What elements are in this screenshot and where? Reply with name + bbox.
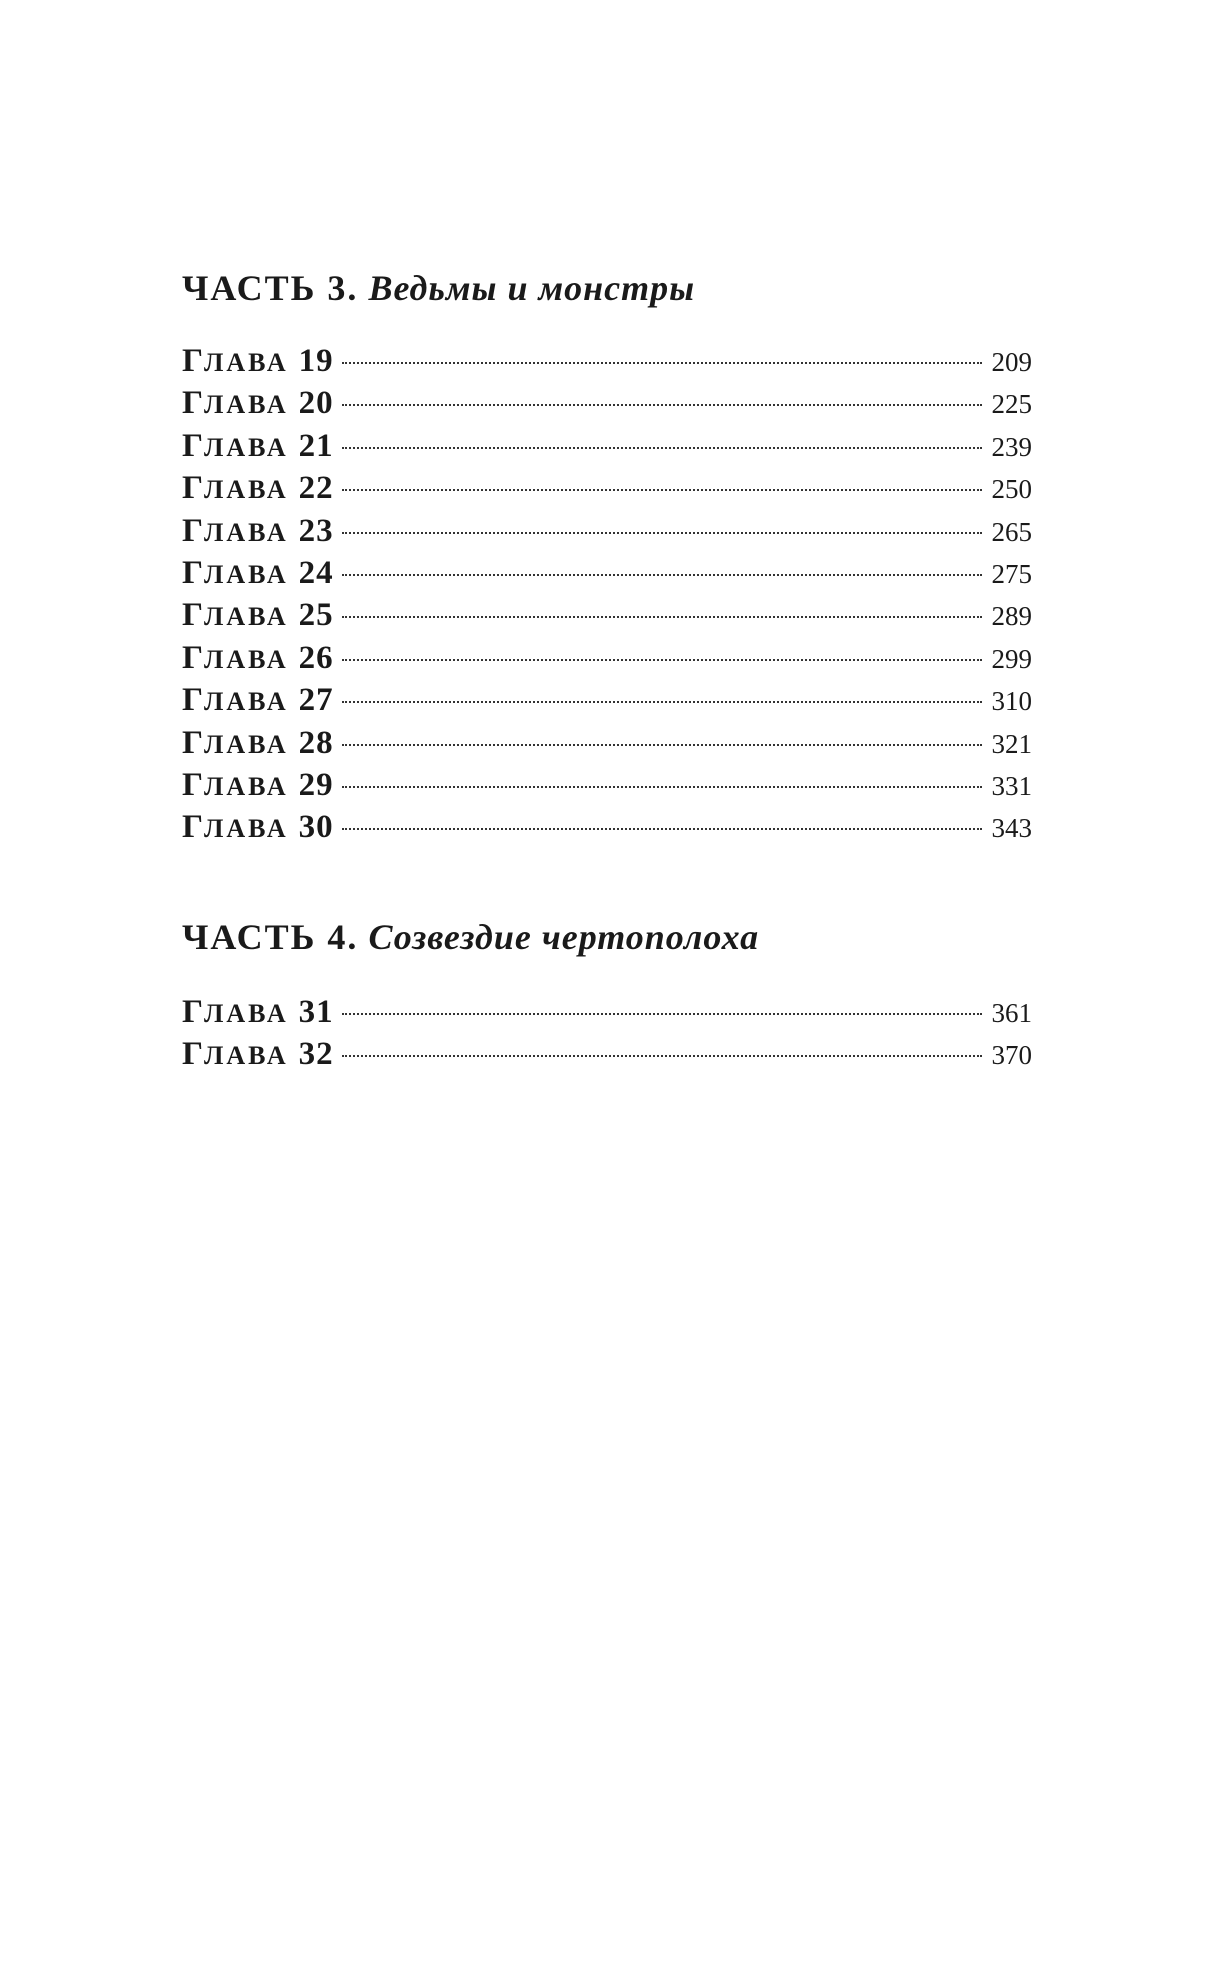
toc-part-3 — [182, 258, 1032, 849]
part-heading — [182, 907, 1032, 967]
chapter-word-rest: ЛАВА — [204, 475, 289, 505]
page-number: 370 — [991, 1040, 1032, 1071]
chapter-number: 28 — [298, 724, 334, 761]
chapter-word-rest: ЛАВА — [204, 1041, 289, 1071]
dot-leader — [342, 489, 982, 491]
table-of-contents — [182, 258, 1032, 1075]
chapter-label — [182, 510, 334, 554]
dot-leader — [342, 744, 982, 746]
toc-entry[interactable] — [182, 510, 1032, 552]
chapter-label — [182, 340, 334, 384]
dot-leader — [342, 1013, 982, 1015]
dot-leader — [342, 701, 982, 703]
spacer — [182, 318, 1032, 340]
chapter-label — [182, 552, 334, 596]
chapter-word-initial: Г — [182, 343, 204, 379]
part-title: Созвездие чертополоха — [368, 916, 760, 957]
chapter-word-initial: Г — [182, 470, 204, 507]
chapter-word-rest: ЛАВА — [204, 998, 289, 1028]
chapter-word-rest: ЛАВА — [204, 644, 289, 674]
toc-entry[interactable] — [182, 722, 1032, 764]
chapter-number: 21 — [298, 427, 334, 464]
dot-leader — [342, 362, 982, 364]
chapter-word-rest: ЛАВА — [204, 602, 289, 632]
part-heading — [182, 258, 1032, 318]
page-number: 331 — [991, 770, 1032, 801]
chapter-list — [182, 991, 1032, 1076]
chapter-number: 24 — [298, 554, 334, 591]
page-number: 299 — [991, 643, 1032, 674]
chapter-word-initial: Г — [182, 1036, 204, 1073]
chapter-label — [182, 991, 334, 1035]
chapter-number: 30 — [298, 809, 334, 846]
page-number: 209 — [991, 347, 1032, 377]
chapter-word-initial: Г — [182, 766, 204, 803]
chapter-number: 26 — [298, 639, 334, 676]
spacer — [182, 849, 1032, 907]
page-number: 289 — [991, 601, 1032, 632]
chapter-label — [182, 1033, 334, 1077]
page-number: 225 — [991, 389, 1032, 420]
toc-entry[interactable] — [182, 764, 1032, 806]
toc-entry[interactable] — [182, 991, 1032, 1033]
dot-leader — [342, 786, 982, 788]
chapter-word-rest: ЛАВА — [204, 390, 289, 420]
chapter-word-initial: Г — [182, 597, 204, 634]
chapter-word-initial: Г — [182, 639, 204, 676]
toc-entry[interactable] — [182, 382, 1032, 424]
dot-leader — [342, 447, 982, 449]
page-number: 250 — [991, 474, 1032, 505]
page-number: 343 — [991, 813, 1032, 844]
dot-leader — [342, 404, 982, 406]
chapter-label — [182, 467, 334, 511]
chapter-word-rest: ЛАВА — [204, 517, 289, 547]
chapter-word-rest: ЛАВА — [204, 771, 289, 801]
chapter-word-initial: Г — [182, 385, 204, 422]
page-number: 275 — [991, 558, 1032, 589]
dot-leader — [342, 828, 982, 830]
toc-entry[interactable] — [182, 467, 1032, 509]
chapter-word-initial: Г — [182, 682, 204, 719]
dot-leader — [342, 1055, 982, 1057]
chapter-number: 31 — [298, 993, 334, 1030]
chapter-word-initial: Г — [182, 512, 204, 549]
chapter-word-rest: ЛАВА — [204, 729, 289, 759]
toc-part-4 — [182, 907, 1032, 1076]
toc-entry[interactable] — [182, 679, 1032, 721]
page-number: 265 — [991, 516, 1032, 547]
dot-leader — [342, 616, 982, 618]
chapter-word-initial: Г — [182, 724, 204, 761]
toc-entry[interactable] — [182, 806, 1032, 848]
chapter-word-rest: ЛАВА — [204, 687, 289, 717]
chapter-number: 20 — [298, 385, 334, 422]
chapter-label — [182, 594, 334, 638]
spacer — [182, 967, 1032, 991]
part-label: ЧАСТЬ 4. — [182, 916, 359, 957]
chapter-list — [182, 340, 1032, 849]
chapter-word-rest: ЛАВА — [204, 348, 289, 377]
chapter-word-rest: ЛАВА — [204, 432, 289, 462]
chapter-number: 25 — [298, 597, 334, 634]
page-number: 310 — [991, 686, 1032, 717]
toc-entry[interactable] — [182, 594, 1032, 636]
toc-entry[interactable] — [182, 340, 1032, 382]
dot-leader — [342, 532, 982, 534]
chapter-label — [182, 382, 334, 426]
chapter-label — [182, 425, 334, 469]
chapter-word-initial: Г — [182, 993, 204, 1030]
page-number: 239 — [991, 431, 1032, 462]
part-title: Ведьмы и монстры — [368, 268, 696, 308]
chapter-label — [182, 722, 334, 766]
chapter-number: 19 — [298, 343, 334, 379]
dot-leader — [342, 574, 982, 576]
chapter-number: 23 — [298, 512, 334, 549]
chapter-label — [182, 764, 334, 808]
chapter-label — [182, 806, 334, 850]
chapter-label — [182, 679, 334, 723]
toc-entry[interactable] — [182, 1033, 1032, 1075]
chapter-number: 32 — [298, 1036, 334, 1073]
chapter-word-rest: ЛАВА — [204, 814, 289, 844]
chapter-label — [182, 637, 334, 681]
part-label: ЧАСТЬ 3. — [182, 268, 359, 308]
chapter-number: 27 — [298, 682, 334, 719]
page-number: 361 — [991, 997, 1032, 1028]
chapter-word-initial: Г — [182, 554, 204, 591]
chapter-word-initial: Г — [182, 809, 204, 846]
dot-leader — [342, 659, 982, 661]
chapter-number: 29 — [298, 766, 334, 803]
chapter-number: 22 — [298, 470, 334, 507]
toc-entry[interactable] — [182, 637, 1032, 679]
toc-entry[interactable] — [182, 425, 1032, 467]
chapter-word-initial: Г — [182, 427, 204, 464]
page-number: 321 — [991, 728, 1032, 759]
chapter-word-rest: ЛАВА — [204, 559, 289, 589]
toc-entry[interactable] — [182, 552, 1032, 594]
